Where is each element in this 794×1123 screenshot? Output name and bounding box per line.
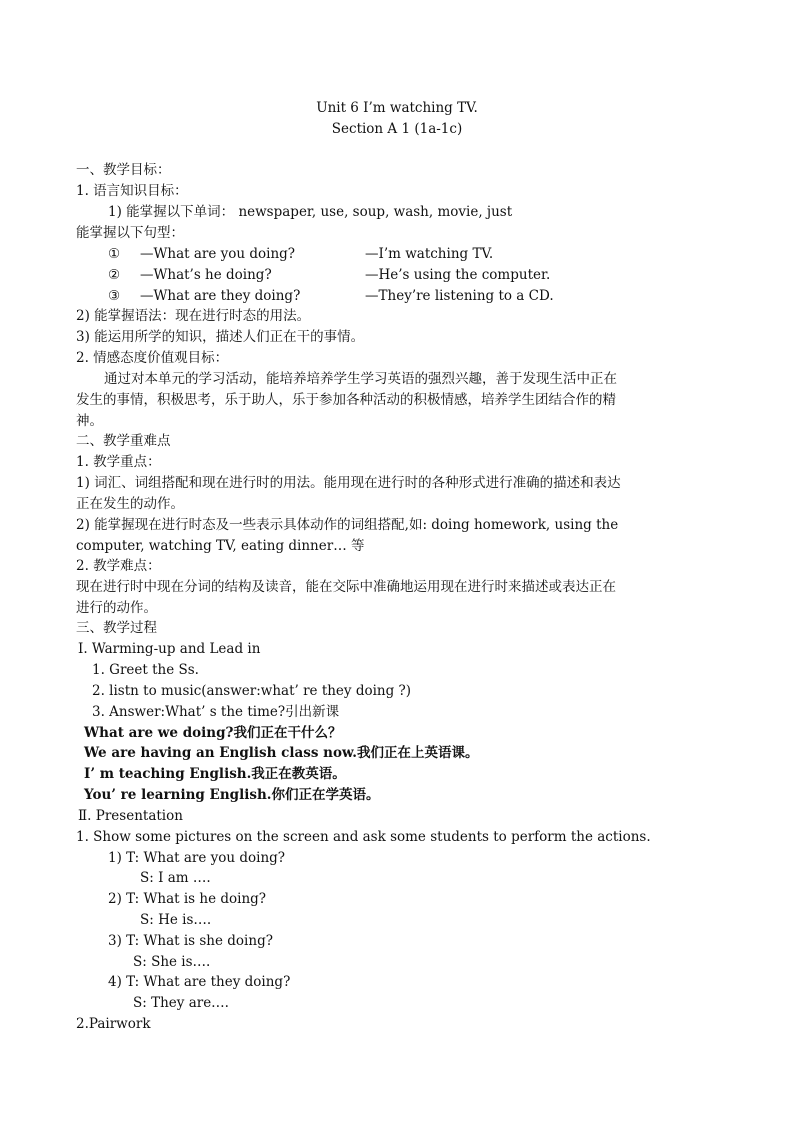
sentence-number: ① — [108, 246, 121, 262]
sentence-answer: —They’re listening to a CD. — [365, 288, 554, 304]
teacher-question: 2) T: What is he doing? — [108, 891, 267, 907]
sentence-question: —What are they doing? — [140, 288, 301, 304]
attitude-paragraph-line: 通过对本单元的学习活动，能培养培养学生学习英语的强烈兴趣，善于发现生活中正在 — [104, 371, 617, 387]
sentence-answer: —He’s using the computer. — [365, 267, 551, 283]
sentence-question: —What’s he doing? — [140, 267, 272, 283]
grammar-goal: 2) 能掌握语法：现在进行时态的用法。 — [76, 308, 311, 324]
document-subtitle: Section A 1 (1a-1c) — [331, 121, 463, 137]
difficulty-heading: 2. 教学难点： — [76, 558, 161, 574]
student-answer: S: They are…. — [133, 995, 229, 1011]
vocabulary-line: 1) 能掌握以下单词： newspaper, use, soup, wash, movie, just — [108, 204, 513, 220]
sentence-answer: —I’m watching TV. — [365, 246, 494, 262]
goals-heading: 一、教学目标： — [76, 162, 171, 178]
attitude-paragraph-line: 神。 — [76, 413, 103, 429]
student-answer: S: I am …. — [140, 870, 211, 886]
teacher-question: 1) T: What are you doing? — [108, 850, 286, 866]
warmup-item: 2. listn to music(answer:what’ re they doing ?) — [92, 683, 412, 699]
sentence-number: ② — [108, 267, 121, 283]
application-goal: 3) 能运用所学的知识，描述人们正在干的事情。 — [76, 329, 365, 345]
presentation-heading: Ⅱ. Presentation — [78, 808, 183, 824]
difficulty-line: 现在进行时中现在分词的结构及读音，能在交际中准确地运用现在进行时来描述或表达正在 — [76, 579, 616, 595]
sentences-heading: 能掌握以下句型： — [76, 225, 184, 241]
example-line: You’ re learning English.你们正在学英语。 — [84, 787, 380, 803]
sentence-number: ③ — [108, 288, 121, 304]
teacher-question: 3) T: What is she doing? — [108, 933, 273, 949]
student-answer: S: He is…. — [140, 912, 212, 928]
student-answer: S: She is…. — [133, 954, 211, 970]
pairwork-heading: 2.Pairwork — [76, 1016, 151, 1032]
sentence-question: —What are you doing? — [140, 246, 296, 262]
example-line: I’ m teaching English.我正在教英语。 — [84, 766, 346, 782]
example-line: What are we doing?我们正在干什么？ — [84, 725, 342, 741]
presentation-intro: 1. Show some pictures on the screen and ask some students to perform the actions. — [76, 829, 651, 845]
warmup-item: 1. Greet the Ss. — [92, 662, 199, 678]
attitude-goals-heading: 2. 情感态度价值观目标： — [76, 350, 229, 366]
warmup-heading: Ⅰ. Warming-up and Lead in — [78, 641, 261, 657]
key-points-heading: 二、教学重难点 — [76, 433, 171, 449]
example-line: We are having an English class now.我们正在上英语课。 — [84, 745, 479, 761]
focus-heading: 1. 教学重点： — [76, 454, 161, 470]
document-title: Unit 6 I’m watching TV. — [316, 100, 478, 116]
difficulty-line: 进行的动作。 — [76, 600, 157, 616]
warmup-item: 3. Answer:What’ s the time?引出新课 — [92, 704, 340, 720]
language-goals-heading: 1. 语言知识目标： — [76, 183, 188, 199]
focus-line: 1) 词汇、词组搭配和现在进行时的用法。能用现在进行时的各种形式进行准确的描述和表达 — [76, 475, 621, 491]
focus-line: 2) 能掌握现在进行时态及一些表示具体动作的词组搭配,如: doing homework, using the — [76, 517, 619, 533]
process-heading: 三、教学过程 — [76, 620, 157, 636]
attitude-paragraph-line: 发生的事情，积极思考，乐于助人，乐于参加各种活动的积极情感，培养学生团结合作的精 — [76, 392, 616, 408]
focus-line: computer, watching TV, eating dinner… 等 — [76, 538, 365, 554]
teacher-question: 4) T: What are they doing? — [108, 974, 291, 990]
focus-line: 正在发生的动作。 — [76, 496, 184, 512]
